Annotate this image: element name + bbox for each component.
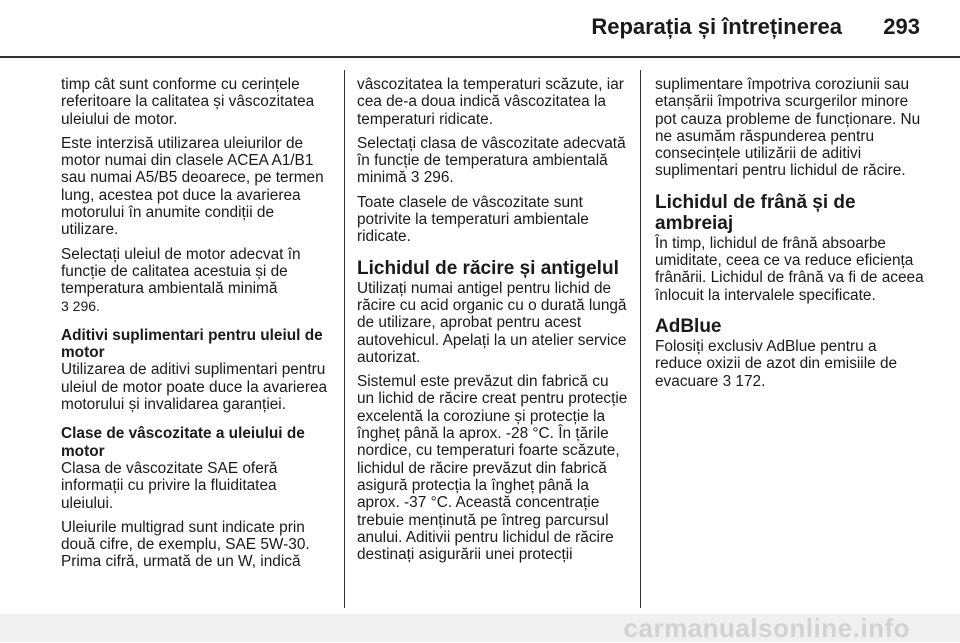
column-2 — [357, 76, 629, 570]
watermark-text: carmanualsonline.info — [623, 613, 910, 643]
paragraph: vâscozitatea la temperaturi scăzute, iar cea de-a doua indică vâscozitatea la temperaturi ridicate. — [357, 76, 624, 128]
paragraph: Folosiți exclusiv AdBlue pentru a reduce oxizii de azot din emisiile de evacuare 3 172. — [655, 337, 898, 390]
header-title: Reparația și întreținerea — [591, 14, 842, 39]
column-3 — [655, 76, 925, 397]
section-heading: Lichidul de frână și de ambreiaj — [655, 191, 856, 234]
page-header — [0, 0, 960, 58]
section-heading: Aditivi suplimentari pentru uleiul de motor — [61, 326, 323, 362]
header-rule — [0, 56, 960, 58]
paragraph: Sistemul este prevăzut din fabrică cu un lichid de răcire creat pentru protecție excelentă la coroziune și protecție la îngheț până la aprox. -28 °C. În țările nordice, cu temperaturi foarte scăzute, lichidul de răcire prevăzut din fabrică asigură protecția la îngheț până la aprox. -37 °C. Această concentrație trebuie menținută pe întreg parcursul anului. Aditivii pentru lichidul de răcire destinați asigurării unei protecții — [357, 373, 628, 564]
paragraph: Selectați clasa de vâscozitate adecvată în funcție de temperatura ambientală minimă 3 296. — [357, 134, 626, 187]
column-divider — [640, 70, 641, 608]
paragraph: suplimentare împotriva coroziunii sau etanșării împotriva scurgerilor minore pot cauza probleme de funcționare. Nu ne asumăm răspunderea pentru consecințele utilizării de aditivi suplimentari pentru lichidul de răcire. — [655, 76, 921, 180]
paragraph: timp cât sunt conforme cu cerințele referitoare la calitatea și vâscozitatea uleiului de motor. — [61, 76, 315, 128]
page-reference: 3 296. — [61, 297, 100, 314]
paragraph: În timp, lichidul de frână absoarbe umiditate, ceea ce va reduce eficiența frânării. Lichidul de frână va fi de aceea înlocuit la intervalele specificate. — [655, 234, 924, 304]
section-heading: Lichidul de răcire și antigelul — [357, 257, 619, 279]
paragraph: Clasa de vâscozitate SAE oferă informații cu privire la fluiditatea uleiului. — [61, 459, 278, 512]
paragraph-text: Selectați uleiul de motor adecvat în funcție de calitatea acestuia și de temperatura ambientală minimă — [61, 245, 301, 298]
section-heading: Clase de vâscozitate a uleiului de motor — [61, 425, 305, 460]
section-heading: AdBlue — [655, 315, 722, 337]
paragraph: Este interzisă utilizarea uleiurilor de motor numai din clasele ACEA A1/B1 sau numai A5/B5 deoarece, pe termen lung, acestea pot duce la avarierea motorului în anumite condiții de utilizare. — [61, 134, 324, 239]
page-number: 293 — [883, 14, 920, 39]
paragraph: Uleiurile multigrad sunt indicate prin două cifre, de exemplu, SAE 5W-30. Prima cifră, urmată de un W, indică — [61, 518, 310, 571]
column-divider — [344, 70, 345, 608]
paragraph: Toate clasele de vâscozitate sunt potrivite la temperaturi ambientale ridicate. — [357, 193, 589, 246]
watermark-bar — [0, 614, 960, 642]
paragraph — [61, 246, 333, 315]
paragraph: Utilizarea de aditivi suplimentari pentru uleiul de motor poate duce la avarierea motorului și invalidarea garanției. — [61, 361, 328, 414]
paragraph: Utilizați numai antigel pentru lichid de răcire cu acid organic cu o durată lungă de utilizare, aprobat pentru acest autovehicul. Apelați la un atelier service autorizat. — [357, 279, 627, 366]
column-1 — [61, 76, 333, 578]
